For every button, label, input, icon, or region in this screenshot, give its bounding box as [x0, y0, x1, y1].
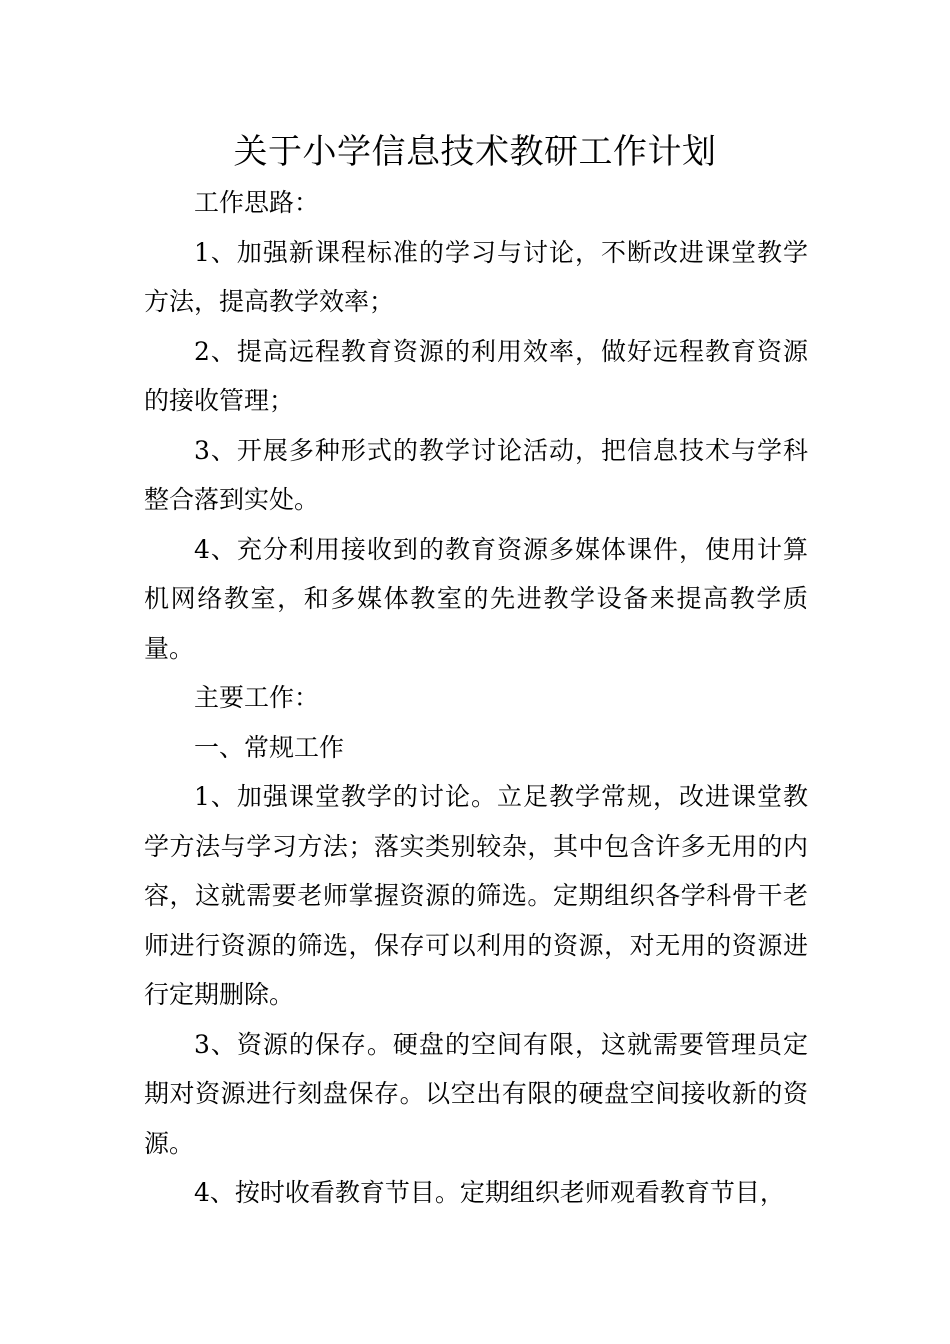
document-body [144, 178, 808, 1218]
paragraph-idea-4: 4、充分利用接收到的教育资源多媒体课件，使用计算机网络教室，和多媒体教室的先进教学设备来提高教学质量。 [144, 534, 808, 663]
paragraph-routine-3: 3、资源的保存。硬盘的空间有限，这就需要管理员定期对资源进行刻盘保存。以空出有限的硬盘空间接收新的资源。 [144, 1029, 808, 1158]
paragraph-idea-3: 3、开展多种形式的教学讨论活动，把信息技术与学科整合落到实处。 [144, 435, 808, 514]
paragraph-routine-work-heading: 一、常规工作 [194, 732, 345, 762]
document-title: 关于小学信息技术教研工作计划 [233, 132, 717, 172]
paragraph-work-ideas-heading: 工作思路： [194, 188, 320, 217]
paragraph-idea-2: 2、提高远程教育资源的利用效率，做好远程教育资源的接收管理； [144, 336, 808, 415]
paragraph-idea-1: 1、加强新课程标准的学习与讨论，不断改进课堂教学方法，提高教学效率； [144, 237, 808, 316]
paragraph-main-work-heading: 主要工作： [194, 683, 320, 712]
paragraph-routine-4: 4、按时收看教育节目。定期组织老师观看教育节目， [194, 1178, 785, 1207]
paragraph-routine-1: 1、加强课堂教学的讨论。立足教学常规，改进课堂教学方法与学习方法；落实类别较杂，其中包含许多无用的内容，这就需要老师掌握资源的筛选。定期组织各学科骨干老师进行资源的筛选，保存可以利用的资源，对无用的资源进行定期删除。 [144, 782, 808, 1009]
